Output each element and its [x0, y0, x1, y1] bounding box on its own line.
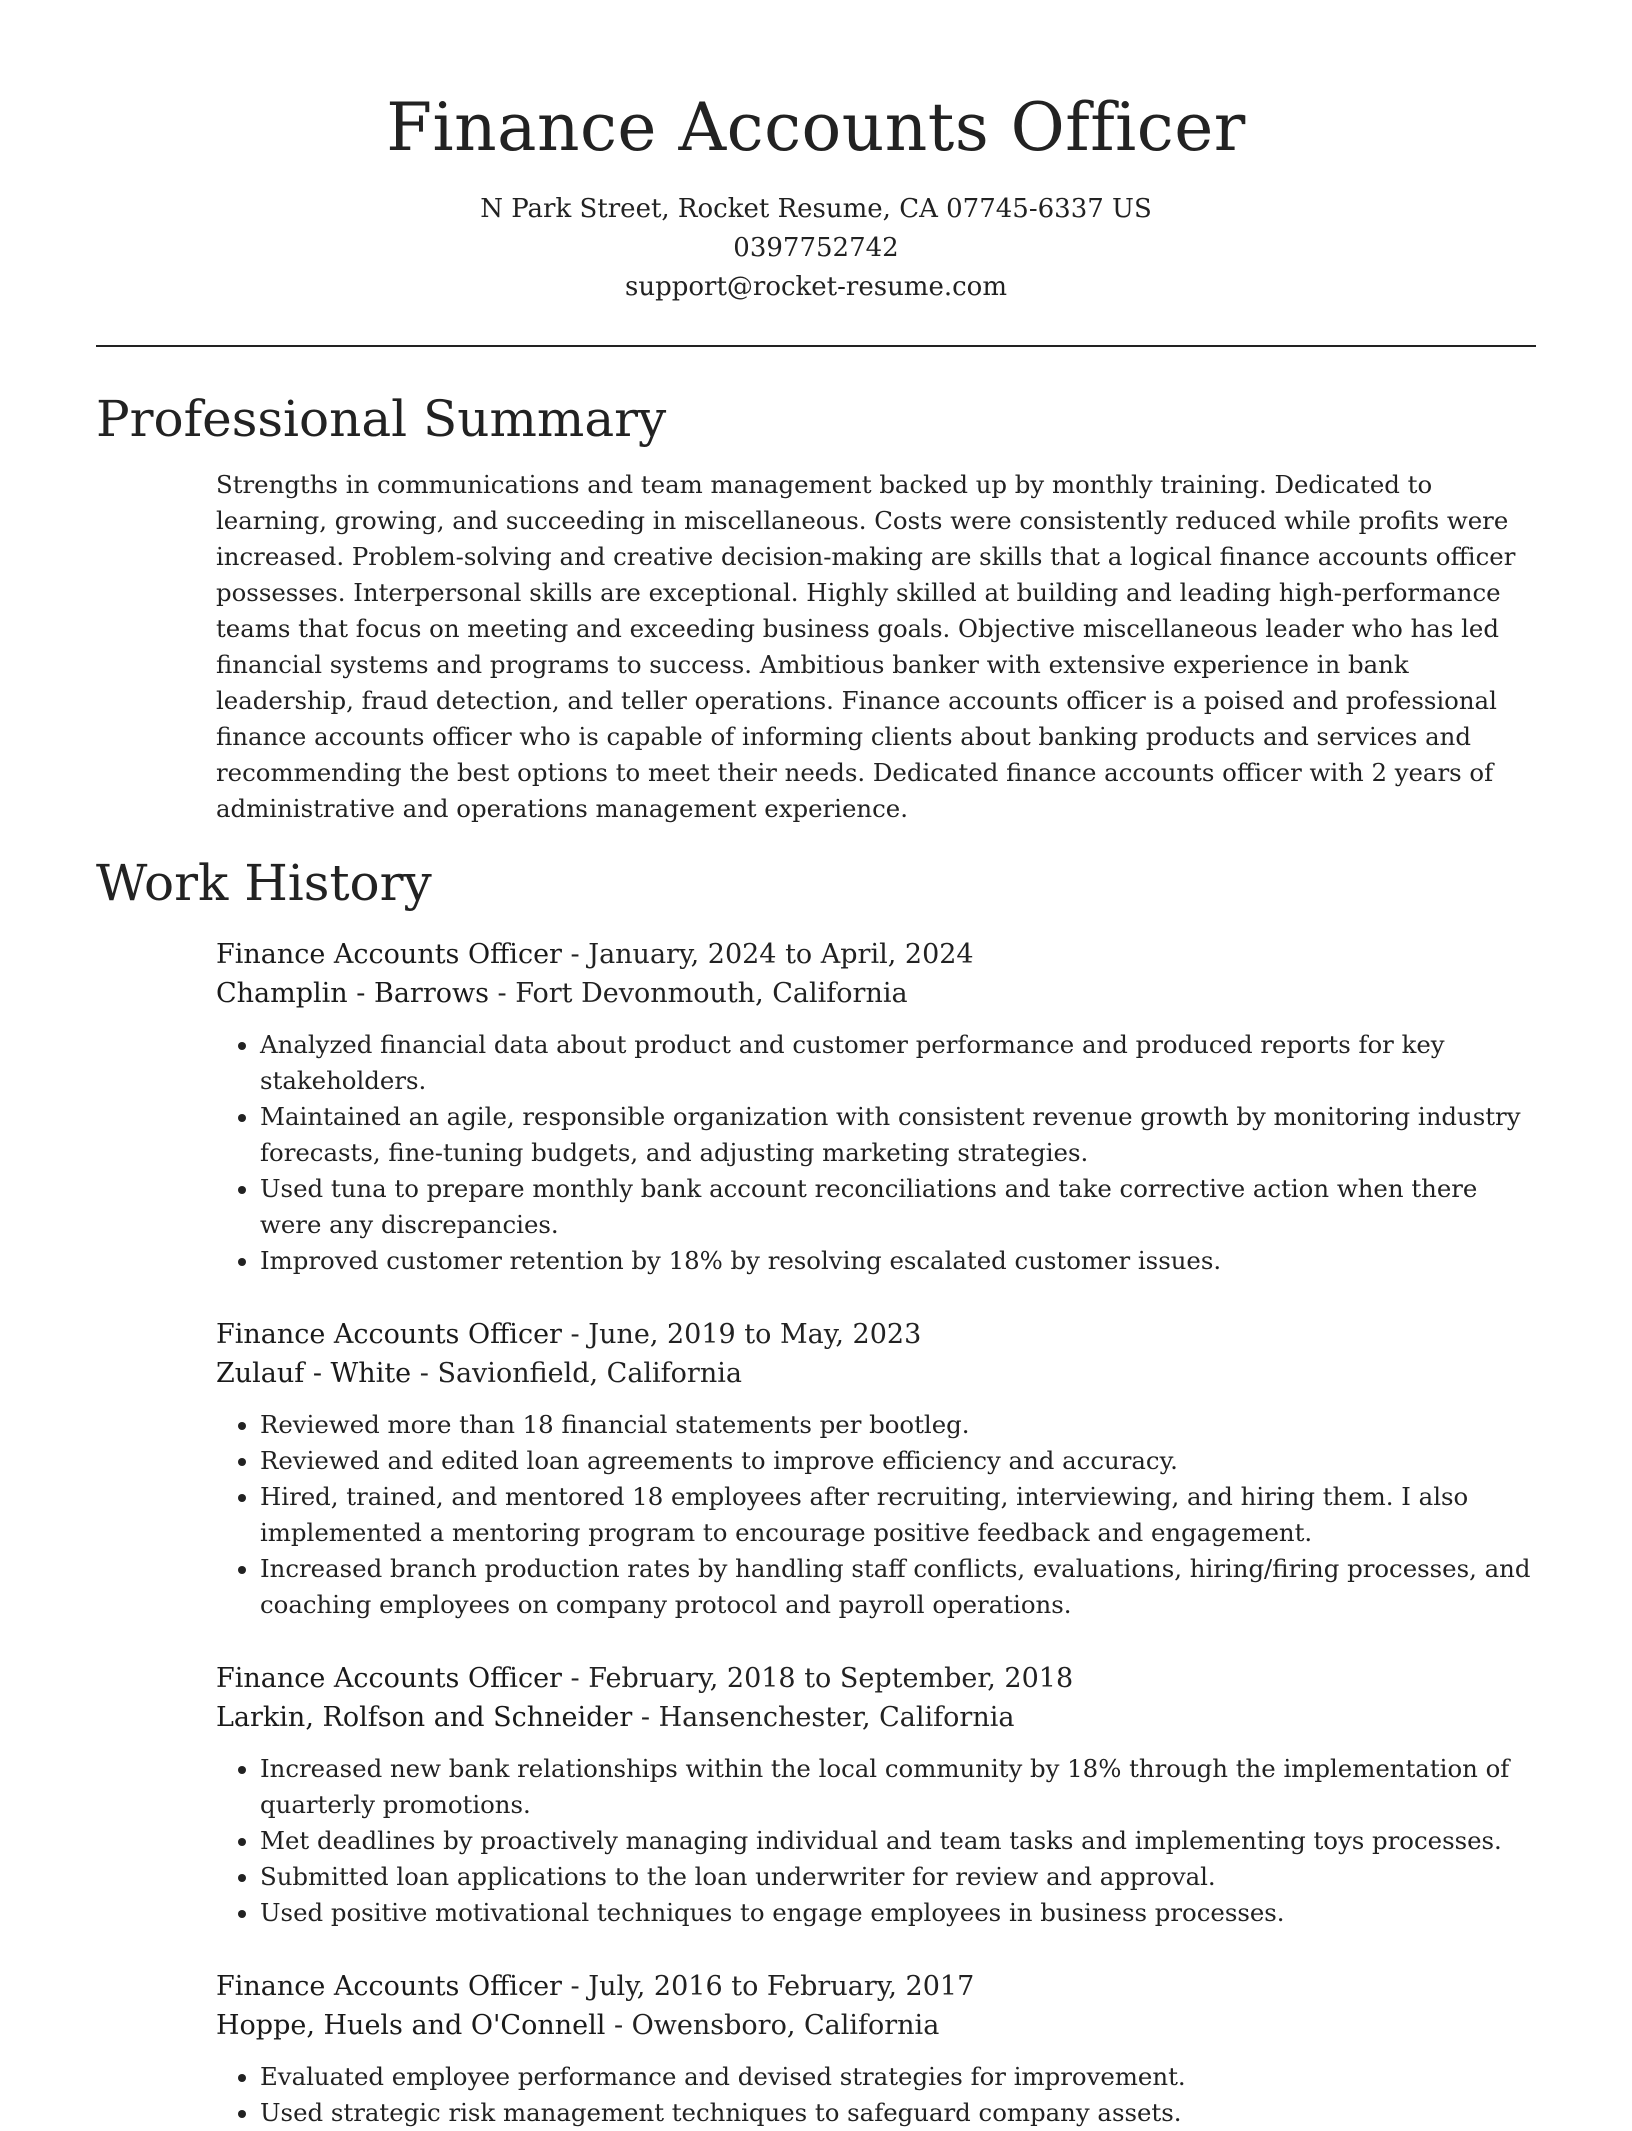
work-history-heading: Work History	[96, 854, 432, 912]
address: N Park Street, Rocket Resume, CA 07745-6337 US	[480, 194, 1152, 224]
job-bullet: • Met deadlines by proactively managing individual and team tasks and implementing toys processes.	[260, 1823, 1536, 1859]
job-bullets	[216, 1407, 1536, 1623]
job-entry	[216, 1967, 1536, 2131]
job-title-line	[216, 1967, 1536, 2006]
job-dates: - February, 2018 to September, 2018	[561, 1663, 1074, 1694]
job-bullet: • Hired, trained, and mentored 18 employees after recruiting, interviewing, and hiring them. I also implemented a mentoring program to encourage positive feedback and engagement.	[260, 1479, 1536, 1551]
job-bullet: • Improved customer retention by 18% by resolving escalated customer issues.	[260, 1243, 1536, 1279]
job-title-line	[216, 935, 1536, 974]
job-title: Finance Accounts Officer	[216, 1971, 562, 2002]
resume-page	[96, 0, 1536, 2131]
job-bullet: • Evaluated employee performance and devised strategies for improvement.	[260, 2059, 1536, 2095]
job-title: Finance Accounts Officer	[216, 1319, 562, 1350]
summary-heading: Professional Summary	[96, 390, 667, 448]
job-bullet: • Reviewed and edited loan agreements to improve efficiency and accuracy.	[260, 1443, 1536, 1479]
phone-number: 0397752742	[733, 233, 899, 263]
job-dates: - July, 2016 to February, 2017	[561, 1971, 975, 2002]
job-title-line	[216, 1315, 1536, 1354]
job-dates: - June, 2019 to May, 2023	[561, 1319, 922, 1350]
job-bullet: • Used positive motivational techniques to engage employees in business processes.	[260, 1895, 1536, 1931]
job-title-line	[216, 1659, 1536, 1698]
work-history-list	[216, 935, 1536, 2131]
job-dates: - January, 2024 to April, 2024	[561, 939, 974, 970]
job-bullet: • Used tuna to prepare monthly bank account reconciliations and take corrective action when there were any discrepancies.	[260, 1171, 1536, 1243]
job-location: - Fort Devonmouth, California	[488, 978, 908, 1009]
job-bullets	[216, 2059, 1536, 2131]
resume-header	[96, 0, 1536, 307]
job-bullet: • Increased new bank relationships within the local community by 18% through the implementation of quarterly promotions.	[260, 1751, 1536, 1823]
job-employer: Champlin - Barrows	[216, 978, 489, 1009]
job-employer: Hoppe, Huels and O'Connell	[216, 2010, 606, 2041]
job-location: - Owensboro, California	[605, 2010, 940, 2041]
job-employer: Zulauf - White	[216, 1358, 412, 1389]
job-employer-line	[216, 1354, 1536, 1393]
job-location: - Savionfield, California	[411, 1358, 742, 1389]
job-bullet: • Analyzed financial data about product and customer performance and produced reports for key stakeholders.	[260, 1027, 1536, 1099]
job-entry	[216, 1659, 1536, 1931]
contact-info	[96, 190, 1536, 307]
job-bullet: • Used strategic risk management techniques to safeguard company assets.	[260, 2095, 1536, 2131]
job-bullet: • Reviewed more than 18 financial statements per bootleg.	[260, 1407, 1536, 1443]
summary-text: Strengths in communications and team management backed up by monthly training. Dedicated to learning, growing, and succeeding in miscellaneous. Costs were consistently reduced while profits were increased. Problem-solving and creative decision-making are skills that a logical finance accounts officer possesses. Interpersonal skills are exceptional. Highly skilled at building and leading high-performance teams that focus on meeting and exceeding business goals. Objective miscellaneous leader who has led financial systems and programs to success. Ambitious banker with extensive experience in bank leadership, fraud detection, and teller operations. Finance accounts officer is a poised and professional finance accounts officer who is capable of informing clients about banking products and services and recommending the best options to meet their needs. Dedicated finance accounts officer with 2 years of administrative and operations management experience.	[216, 470, 1516, 823]
job-location: - Hansenchester, California	[632, 1702, 1015, 1733]
job-employer: Larkin, Rolfson and Schneider	[216, 1702, 633, 1733]
job-bullet: • Increased branch production rates by handling staff conflicts, evaluations, hiring/firing processes, and coaching employees on company protocol and payroll operations.	[260, 1551, 1536, 1623]
job-bullet: • Maintained an agile, responsible organization with consistent revenue growth by monitoring industry forecasts, fine-tuning budgets, and adjusting marketing strategies.	[260, 1099, 1536, 1171]
job-employer-line	[216, 974, 1536, 1013]
job-bullets	[216, 1751, 1536, 1931]
job-title: Finance Accounts Officer	[216, 1663, 562, 1694]
job-employer-line	[216, 2006, 1536, 2045]
job-title: Finance Accounts Officer	[216, 939, 562, 970]
job-bullets	[216, 1027, 1536, 1279]
job-bullet: • Submitted loan applications to the loan underwriter for review and approval.	[260, 1859, 1536, 1895]
job-entry	[216, 1315, 1536, 1623]
email-address: support@rocket-resume.com	[624, 272, 1007, 302]
candidate-name: Finance Accounts Officer	[386, 89, 1246, 166]
job-employer-line	[216, 1698, 1536, 1737]
header-divider	[96, 345, 1536, 347]
job-entry	[216, 935, 1536, 1279]
